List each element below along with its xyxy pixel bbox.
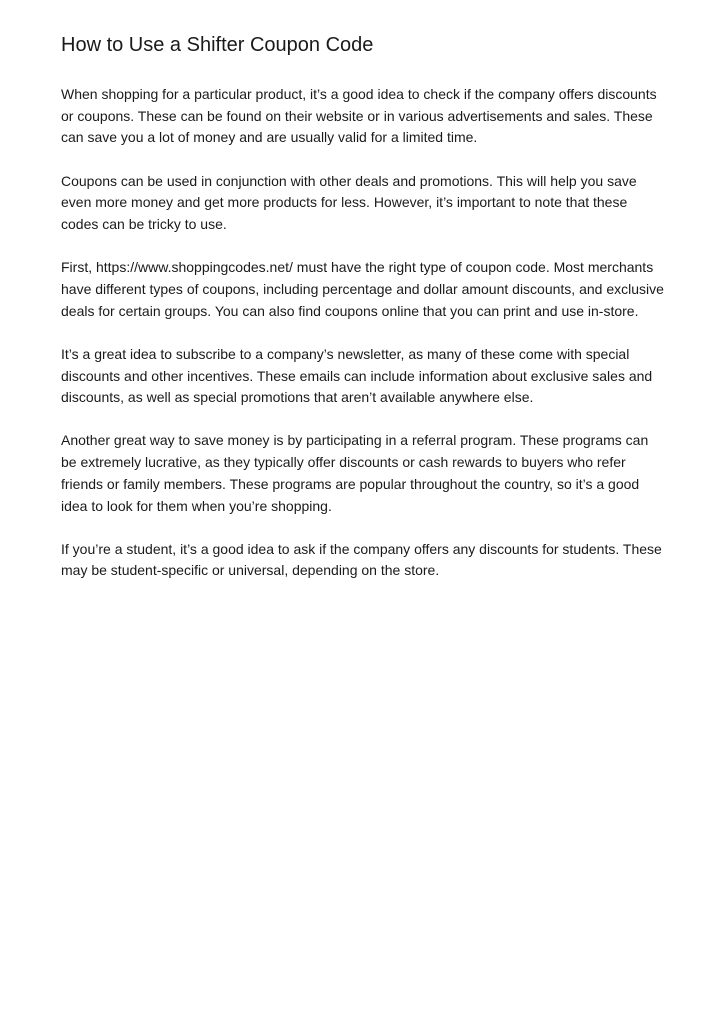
paragraph-coupon-types: First, https://www.shoppingcodes.net/ must have the right type of coupon code. Most merchants have different types of coupons, including percentage and dollar amount discounts, and exclusive deals for certain groups. You can also find coupons online that you can print and use in-store. xyxy=(61,259,664,319)
article-body xyxy=(61,30,666,604)
paragraph-student: If you’re a student, it’s a good idea to ask if the company offers any discounts for students. These may be student-specific or universal, depending on the store. xyxy=(61,540,662,579)
page-title: How to Use a Shifter Coupon Code xyxy=(61,34,374,56)
paragraph-newsletter: It’s a great idea to subscribe to a company’s newsletter, as many of these come with special discounts and other incentives. These emails can include information about exclusive sales and discounts, as well as special promotions that aren’t available anywhere else. xyxy=(61,345,653,406)
paragraph-intro: When shopping for a particular product, it’s a good idea to check if the company offers discounts or coupons. These can be found on their website or in various advertisements and sales. These can save you a lot of money and are usually valid for a limited time. xyxy=(61,86,657,146)
paragraph-referral: Another great way to save money is by participating in a referral program. These programs can be extremely lucrative, as they typically offer discounts or cash rewards to buyers who refer friends or family members. These programs are popular throughout the country, so it’s a good idea to look for them when you’re shopping. xyxy=(61,432,649,514)
paragraph-coupons-deals: Coupons can be used in conjunction with other deals and promotions. This will help you save even more money and get more products for less. However, it’s important to note that these codes can be tricky to use. xyxy=(61,172,637,233)
